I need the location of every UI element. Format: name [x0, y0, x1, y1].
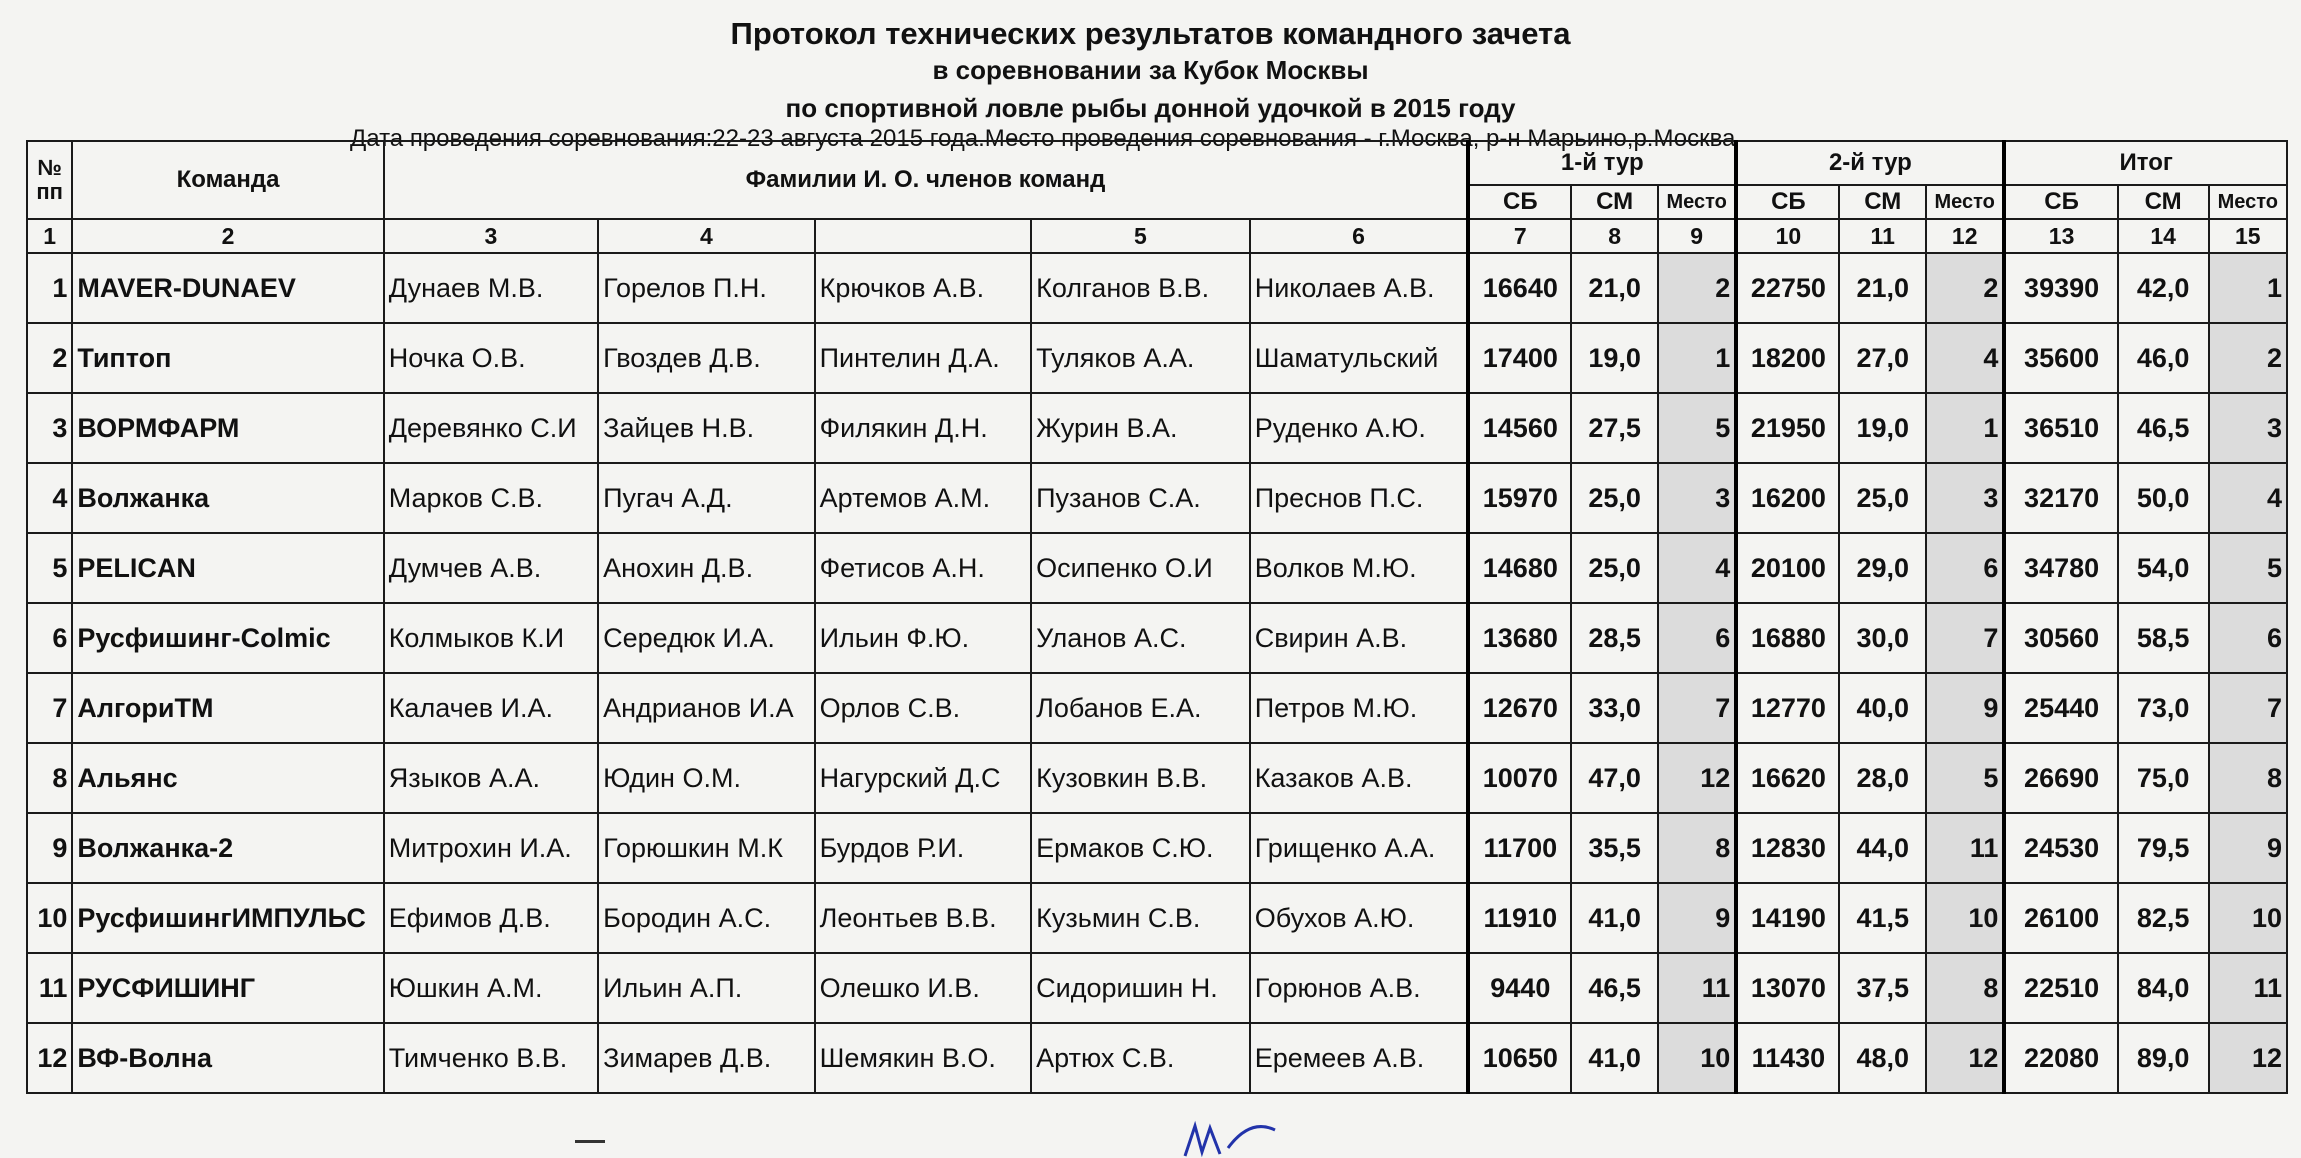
- total-sm: 42,0: [2118, 253, 2209, 323]
- column-number: 15: [2209, 219, 2287, 253]
- r1-place-header: Место: [1658, 185, 1736, 219]
- round1-place: 10: [1658, 1023, 1736, 1093]
- round2-sb: 14190: [1736, 883, 1839, 953]
- round2-sb: 21950: [1736, 393, 1839, 463]
- team-member: Пузанов С.А.: [1031, 463, 1250, 533]
- row-number: 1: [27, 253, 72, 323]
- column-number: 14: [2118, 219, 2209, 253]
- team-member: Крючков А.В.: [815, 253, 1032, 323]
- total-sb: 22080: [2004, 1023, 2117, 1093]
- column-number: 12: [1926, 219, 2004, 253]
- team-member: Думчев А.В.: [384, 533, 598, 603]
- round2-place: 10: [1926, 883, 2004, 953]
- round2-sb: 18200: [1736, 323, 1839, 393]
- total-sb: 26100: [2004, 883, 2117, 953]
- round1-sb: 12670: [1468, 673, 1571, 743]
- team-member: Николаев А.В.: [1250, 253, 1469, 323]
- table-row: [27, 463, 2287, 533]
- row-number: 11: [27, 953, 72, 1023]
- team-member: Сидоришин Н.: [1031, 953, 1250, 1023]
- round1-sm: 41,0: [1571, 883, 1658, 953]
- total-sm: 58,5: [2118, 603, 2209, 673]
- round1-sm: 47,0: [1571, 743, 1658, 813]
- round1-sm: 19,0: [1571, 323, 1658, 393]
- round1-place: 3: [1658, 463, 1736, 533]
- team-member: Бурдов Р.И.: [815, 813, 1032, 883]
- total-sm: 46,0: [2118, 323, 2209, 393]
- round2-place: 5: [1926, 743, 2004, 813]
- round2-sb: 22750: [1736, 253, 1839, 323]
- total-sb: 24530: [2004, 813, 2117, 883]
- team-member: Ермаков С.Ю.: [1031, 813, 1250, 883]
- round1-sm: 33,0: [1571, 673, 1658, 743]
- team-member: Ночка О.В.: [384, 323, 598, 393]
- total-sm-header: СМ: [2118, 185, 2209, 219]
- round2-place: 7: [1926, 603, 2004, 673]
- round2-sm: 28,0: [1839, 743, 1926, 813]
- column-number: 7: [1468, 219, 1571, 253]
- team-member: Гвоздев Д.В.: [598, 323, 815, 393]
- total-place: 3: [2209, 393, 2287, 463]
- document-title: Протокол технических результатов командного зачета: [730, 16, 1571, 51]
- total-sb: 26690: [2004, 743, 2117, 813]
- total-place: 9: [2209, 813, 2287, 883]
- team-member: Тимченко В.В.: [384, 1023, 598, 1093]
- row-number: 4: [27, 463, 72, 533]
- competition-info: Дата проведения соревнования:22-23 августа 2015 года.Место проведения соревнования - г.Москва, р-н Марьино,р.Москва: [350, 125, 1736, 152]
- team-member: Ильин А.П.: [598, 953, 815, 1023]
- team-member: Пугач А.Д.: [598, 463, 815, 533]
- round2-sb: 16880: [1736, 603, 1839, 673]
- round2-place: 2: [1926, 253, 2004, 323]
- table-row: [27, 323, 2287, 393]
- team-member: Юдин О.М.: [598, 743, 815, 813]
- table-row: [27, 1023, 2287, 1093]
- total-sm: 89,0: [2118, 1023, 2209, 1093]
- round2-place: 12: [1926, 1023, 2004, 1093]
- col-round1-header: 1-й тур: [1468, 141, 1736, 185]
- team-name: Волжанка-2: [72, 813, 383, 883]
- total-sb: 35600: [2004, 323, 2117, 393]
- col-no-header: № пп: [27, 141, 72, 219]
- round1-sb: 11910: [1468, 883, 1571, 953]
- round1-sm: 27,5: [1571, 393, 1658, 463]
- row-number: 6: [27, 603, 72, 673]
- total-sm: 82,5: [2118, 883, 2209, 953]
- row-number: 3: [27, 393, 72, 463]
- team-member: Анохин Д.В.: [598, 533, 815, 603]
- team-member: Андрианов И.А: [598, 673, 815, 743]
- team-member: Артемов А.М.: [815, 463, 1032, 533]
- team-member: Языков А.А.: [384, 743, 598, 813]
- team-member: Преснов П.С.: [1250, 463, 1469, 533]
- round1-place: 7: [1658, 673, 1736, 743]
- team-member: Юшкин А.М.: [384, 953, 598, 1023]
- row-number: 9: [27, 813, 72, 883]
- team-name: Русфишинг-Colmic: [72, 603, 383, 673]
- round1-sb: 9440: [1468, 953, 1571, 1023]
- team-member: Кузьмин С.В.: [1031, 883, 1250, 953]
- round2-place: 8: [1926, 953, 2004, 1023]
- round2-sb: 12830: [1736, 813, 1839, 883]
- column-number: 4: [598, 219, 815, 253]
- team-member: Фетисов А.Н.: [815, 533, 1032, 603]
- team-member: Петров М.Ю.: [1250, 673, 1469, 743]
- r2-sb-header: СБ: [1736, 185, 1839, 219]
- team-member: Казаков А.В.: [1250, 743, 1469, 813]
- round1-place: 5: [1658, 393, 1736, 463]
- column-number: 13: [2004, 219, 2117, 253]
- table-row: [27, 533, 2287, 603]
- team-name: АлгориТМ: [72, 673, 383, 743]
- round2-sm: 19,0: [1839, 393, 1926, 463]
- r1-sm-header: СМ: [1571, 185, 1658, 219]
- team-member: Олешко И.В.: [815, 953, 1032, 1023]
- team-member: Шаматульский: [1250, 323, 1469, 393]
- row-number: 12: [27, 1023, 72, 1093]
- column-number: 6: [1250, 219, 1469, 253]
- round1-sb: 15970: [1468, 463, 1571, 533]
- column-number-row: [27, 219, 2287, 253]
- round2-sb: 11430: [1736, 1023, 1839, 1093]
- column-number: 10: [1736, 219, 1839, 253]
- total-sb-header: СБ: [2004, 185, 2117, 219]
- total-place: 5: [2209, 533, 2287, 603]
- total-place: 7: [2209, 673, 2287, 743]
- team-member: Кузовкин В.В.: [1031, 743, 1250, 813]
- total-place: 11: [2209, 953, 2287, 1023]
- team-member: Свирин А.В.: [1250, 603, 1469, 673]
- round1-sb: 17400: [1468, 323, 1571, 393]
- column-number: 5: [1031, 219, 1250, 253]
- table-row: [27, 743, 2287, 813]
- column-number: 11: [1839, 219, 1926, 253]
- round2-sm: 27,0: [1839, 323, 1926, 393]
- document-subtitle-2: по спортивной ловле рыбы донной удочкой в 2015 году: [785, 93, 1516, 123]
- signature-mark: [1180, 1118, 1300, 1158]
- table-row: [27, 673, 2287, 743]
- round1-sb: 11700: [1468, 813, 1571, 883]
- team-member: Калачев И.А.: [384, 673, 598, 743]
- round2-sb: 16200: [1736, 463, 1839, 533]
- round2-place: 6: [1926, 533, 2004, 603]
- total-sb: 36510: [2004, 393, 2117, 463]
- table-row: [27, 253, 2287, 323]
- team-name: Альянс: [72, 743, 383, 813]
- column-number: 3: [384, 219, 598, 253]
- round1-place: 11: [1658, 953, 1736, 1023]
- round1-place: 12: [1658, 743, 1736, 813]
- round2-sm: 37,5: [1839, 953, 1926, 1023]
- total-sm: 46,5: [2118, 393, 2209, 463]
- team-member: Бородин А.С.: [598, 883, 815, 953]
- round2-sb: 13070: [1736, 953, 1839, 1023]
- round2-place: 4: [1926, 323, 2004, 393]
- team-member: Колганов В.В.: [1031, 253, 1250, 323]
- round1-place: 2: [1658, 253, 1736, 323]
- team-member: Нагурский Д.С: [815, 743, 1032, 813]
- team-member: Артюх С.В.: [1031, 1023, 1250, 1093]
- team-member: Руденко А.Ю.: [1250, 393, 1469, 463]
- row-number: 2: [27, 323, 72, 393]
- round1-sb: 16640: [1468, 253, 1571, 323]
- round2-sm: 25,0: [1839, 463, 1926, 533]
- round1-sm: 35,5: [1571, 813, 1658, 883]
- table-row: [27, 813, 2287, 883]
- column-number: 9: [1658, 219, 1736, 253]
- team-member: Осипенко О.И: [1031, 533, 1250, 603]
- round2-sm: 41,5: [1839, 883, 1926, 953]
- total-sb: 39390: [2004, 253, 2117, 323]
- team-name: РУСФИШИНГ: [72, 953, 383, 1023]
- round2-place: 1: [1926, 393, 2004, 463]
- team-name: MAVER-DUNAEV: [72, 253, 383, 323]
- round2-place: 3: [1926, 463, 2004, 533]
- team-member: Деревянко С.И: [384, 393, 598, 463]
- round2-sm: 21,0: [1839, 253, 1926, 323]
- round2-sm: 29,0: [1839, 533, 1926, 603]
- total-sm: 50,0: [2118, 463, 2209, 533]
- document-subtitle-1: в соревновании за Кубок Москвы: [932, 55, 1369, 85]
- total-place: 6: [2209, 603, 2287, 673]
- col-round2-header: 2-й тур: [1736, 141, 2004, 185]
- round1-sm: 41,0: [1571, 1023, 1658, 1093]
- team-name: PELICAN: [72, 533, 383, 603]
- team-member: Ефимов Д.В.: [384, 883, 598, 953]
- team-member: Туляков А.А.: [1031, 323, 1250, 393]
- r2-place-header: Место: [1926, 185, 2004, 219]
- column-number: 1: [27, 219, 72, 253]
- total-place: 10: [2209, 883, 2287, 953]
- round1-sm: 21,0: [1571, 253, 1658, 323]
- col-team-header: Команда: [72, 141, 383, 219]
- team-member: Зимарев Д.В.: [598, 1023, 815, 1093]
- total-place: 1: [2209, 253, 2287, 323]
- round1-place: 6: [1658, 603, 1736, 673]
- round1-place: 9: [1658, 883, 1736, 953]
- total-sm: 84,0: [2118, 953, 2209, 1023]
- team-member: Дунаев М.В.: [384, 253, 598, 323]
- team-member: Грищенко А.А.: [1250, 813, 1469, 883]
- round2-sm: 48,0: [1839, 1023, 1926, 1093]
- round1-sb: 13680: [1468, 603, 1571, 673]
- results-table: [26, 140, 2288, 1094]
- round2-sb: 16620: [1736, 743, 1839, 813]
- team-name: РусфишингИМПУЛЬС: [72, 883, 383, 953]
- team-member: Обухов А.Ю.: [1250, 883, 1469, 953]
- team-member: Леонтьев В.В.: [815, 883, 1032, 953]
- round1-sb: 10650: [1468, 1023, 1571, 1093]
- total-place-header: Место: [2209, 185, 2287, 219]
- round2-place: 9: [1926, 673, 2004, 743]
- team-name: Волжанка: [72, 463, 383, 533]
- round1-sb: 14560: [1468, 393, 1571, 463]
- round1-place: 1: [1658, 323, 1736, 393]
- table-row: [27, 953, 2287, 1023]
- round1-place: 4: [1658, 533, 1736, 603]
- team-member: Ильин Ф.Ю.: [815, 603, 1032, 673]
- col-total-header: Итог: [2004, 141, 2287, 185]
- table-row: [27, 883, 2287, 953]
- team-member: Лобанов Е.А.: [1031, 673, 1250, 743]
- team-member: Еремеев А.В.: [1250, 1023, 1469, 1093]
- round2-sb: 12770: [1736, 673, 1839, 743]
- team-member: Горелов П.Н.: [598, 253, 815, 323]
- total-sb: 34780: [2004, 533, 2117, 603]
- round2-sm: 44,0: [1839, 813, 1926, 883]
- round2-sm: 30,0: [1839, 603, 1926, 673]
- round1-sm: 25,0: [1571, 533, 1658, 603]
- round1-sm: 28,5: [1571, 603, 1658, 673]
- round1-sb: 14680: [1468, 533, 1571, 603]
- signature-line: [575, 1140, 605, 1143]
- team-member: Шемякин В.О.: [815, 1023, 1032, 1093]
- total-place: 2: [2209, 323, 2287, 393]
- team-member: Митрохин И.А.: [384, 813, 598, 883]
- round2-place: 11: [1926, 813, 2004, 883]
- column-number: 2: [72, 219, 383, 253]
- total-sm: 73,0: [2118, 673, 2209, 743]
- team-member: Пинтелин Д.А.: [815, 323, 1032, 393]
- team-name: Типтоп: [72, 323, 383, 393]
- team-member: Журин В.А.: [1031, 393, 1250, 463]
- team-member: Орлов С.В.: [815, 673, 1032, 743]
- total-sm: 54,0: [2118, 533, 2209, 603]
- total-sb: 25440: [2004, 673, 2117, 743]
- team-name: ВОРМФАРМ: [72, 393, 383, 463]
- table-row: [27, 393, 2287, 463]
- team-member: Середюк И.А.: [598, 603, 815, 673]
- team-member: Горюнов А.В.: [1250, 953, 1469, 1023]
- row-number: 8: [27, 743, 72, 813]
- round2-sm: 40,0: [1839, 673, 1926, 743]
- row-number: 5: [27, 533, 72, 603]
- row-number: 7: [27, 673, 72, 743]
- round1-sm: 25,0: [1571, 463, 1658, 533]
- team-name: ВФ-Волна: [72, 1023, 383, 1093]
- total-place: 4: [2209, 463, 2287, 533]
- total-place: 12: [2209, 1023, 2287, 1093]
- team-member: Филякин Д.Н.: [815, 393, 1032, 463]
- row-number: 10: [27, 883, 72, 953]
- total-sb: 30560: [2004, 603, 2117, 673]
- column-number: [815, 219, 1032, 253]
- total-sm: 75,0: [2118, 743, 2209, 813]
- team-member: Горюшкин М.К: [598, 813, 815, 883]
- col-members-header: Фамилии И. О. членов команд: [384, 141, 1469, 219]
- total-sm: 79,5: [2118, 813, 2209, 883]
- team-member: Зайцев Н.В.: [598, 393, 815, 463]
- team-member: Уланов А.С.: [1031, 603, 1250, 673]
- r1-sb-header: СБ: [1468, 185, 1571, 219]
- team-member: Марков С.В.: [384, 463, 598, 533]
- team-member: Колмыков К.И: [384, 603, 598, 673]
- header-row: [27, 141, 2287, 185]
- column-number: 8: [1571, 219, 1658, 253]
- round1-place: 8: [1658, 813, 1736, 883]
- table-row: [27, 603, 2287, 673]
- round1-sb: 10070: [1468, 743, 1571, 813]
- total-sb: 22510: [2004, 953, 2117, 1023]
- team-member: Волков М.Ю.: [1250, 533, 1469, 603]
- total-place: 8: [2209, 743, 2287, 813]
- round1-sm: 46,5: [1571, 953, 1658, 1023]
- r2-sm-header: СМ: [1839, 185, 1926, 219]
- round2-sb: 20100: [1736, 533, 1839, 603]
- total-sb: 32170: [2004, 463, 2117, 533]
